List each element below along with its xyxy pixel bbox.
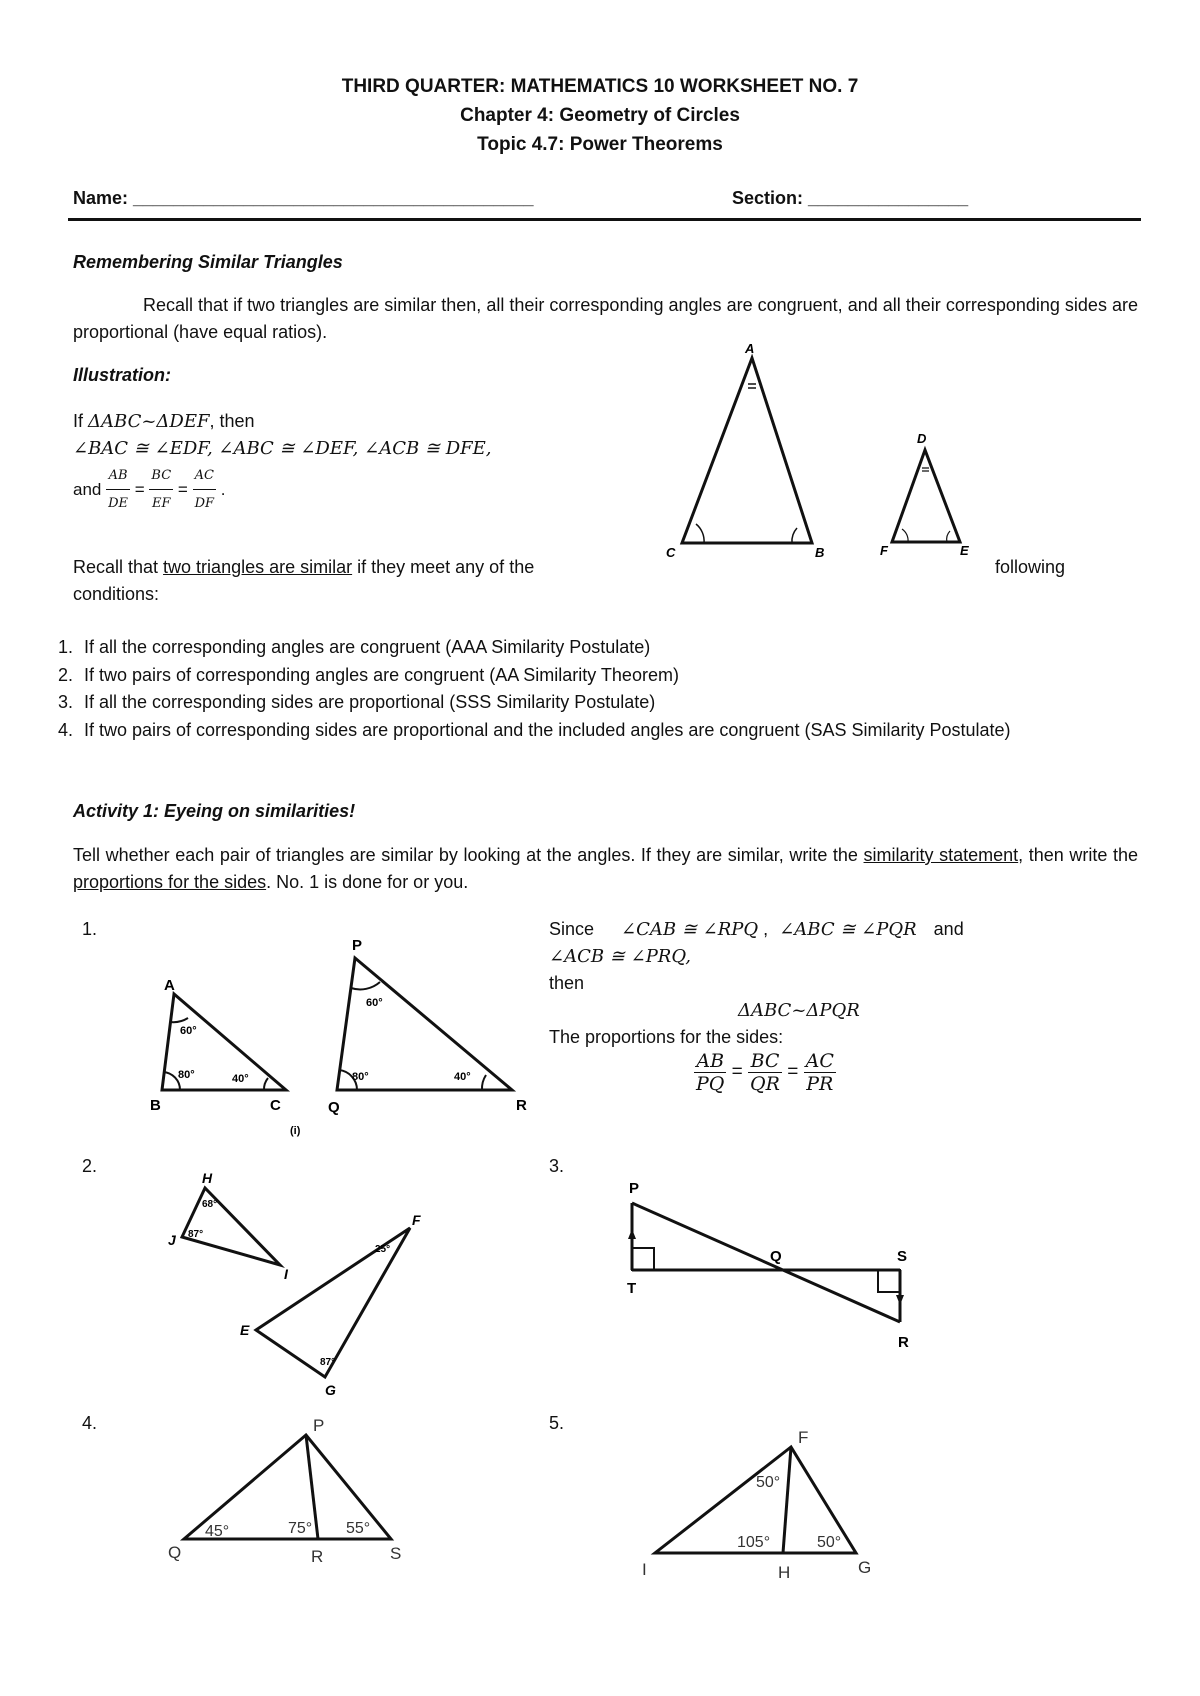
prop-ac-pr: $\frac{AC}{PR}$ xyxy=(805,1050,834,1095)
angle-r40: 40° xyxy=(454,1071,471,1083)
angle-q45: 45° xyxy=(205,1523,230,1540)
condition-item: 1. If all the corresponding angles are congruent (AAA Similarity Postulate) xyxy=(78,634,1060,662)
triangle-hji xyxy=(182,1188,280,1265)
label-P-item1: P xyxy=(352,937,363,954)
angle-congruences: ∠BAC ≅ ∠EDF, ∠ABC ≅ ∠DEF, ∠ACB ≅ DFE, xyxy=(73,438,492,459)
item1-similarity-statement: ΔABC~ΔPQR xyxy=(738,1000,860,1021)
label-P-item3: P xyxy=(629,1180,640,1197)
label-I: I xyxy=(284,1266,288,1282)
prop-bc-qr: $\frac{BC}{QR}$ xyxy=(750,1050,780,1095)
label-B-item1: B xyxy=(150,1097,161,1114)
recall-paragraph: Recall that if two triangles are similar then, all their corresponding angles are congruent, and all their corresponding sides are proportional (have equal ratios). xyxy=(73,295,1138,342)
name-blank[interactable]: ________________________________________ xyxy=(133,188,534,208)
angle-j87: 87° xyxy=(188,1229,204,1240)
label-C-item1: C xyxy=(270,1097,281,1114)
angle-h105: 105° xyxy=(737,1534,771,1551)
section-field[interactable] xyxy=(732,188,968,209)
conditions-list xyxy=(0,634,1060,744)
label-H-item5: H xyxy=(778,1563,791,1582)
chapter-title: Chapter 4: Geometry of Circles xyxy=(460,105,740,126)
label-T: T xyxy=(627,1280,637,1297)
label-F: F xyxy=(412,1212,421,1228)
activity-heading: Activity 1: Eyeing on similarities! xyxy=(73,801,356,821)
topic-title: Topic 4.7: Power Theorems xyxy=(477,134,723,155)
label-F-item5: F xyxy=(798,1428,809,1447)
conditions-end: conditions: xyxy=(73,584,160,604)
condition-item: 4. If two pairs of corresponding sides are proportional and the included angles are congruent (SAS Similarity Postulate) xyxy=(78,717,1060,745)
item2-figure xyxy=(160,1155,440,1405)
angle-f25: 25° xyxy=(375,1244,391,1255)
congruence-acb-prq: ∠ACB ≅ ∠PRQ, xyxy=(549,946,691,967)
angle-h68: 68° xyxy=(202,1199,218,1210)
label-E: E xyxy=(960,543,969,558)
item-number-1: 1. xyxy=(82,919,98,939)
label-R-item3: R xyxy=(898,1334,909,1351)
worksheet-title: THIRD QUARTER: MATHEMATICS 10 WORKSHEET NO. 7 xyxy=(341,76,859,97)
if-similarity-line: If ΔABC~ΔDEF, then xyxy=(73,411,255,432)
angle-g87: 87° xyxy=(320,1357,336,1368)
ratio-fraction-ac-df: $\frac{AC}{DF}$ xyxy=(193,462,216,517)
conditions-intro: Recall that two triangles are similar if they meet any of the xyxy=(73,557,535,577)
label-Q-item1: Q xyxy=(328,1099,340,1116)
angle-c40: 40° xyxy=(232,1073,249,1085)
label-H: H xyxy=(202,1170,213,1186)
label-S-item4: S xyxy=(390,1544,402,1563)
header-divider xyxy=(68,218,1141,221)
angle-q80: 80° xyxy=(352,1071,369,1083)
item-number-5: 5. xyxy=(549,1413,565,1433)
label-C: C xyxy=(666,545,676,560)
congruence-abc-pqr: ∠ABC ≅ ∠PQR xyxy=(779,919,917,940)
label-Q-item3: Q xyxy=(770,1248,782,1265)
similarity-statement: ΔABC~ΔDEF xyxy=(88,411,210,432)
label-A: A xyxy=(745,341,755,356)
remembering-heading: Remembering Similar Triangles xyxy=(73,252,343,272)
activity-instructions: Tell whether each pair of triangles are similar by looking at the angles. If they are similar, write the similarity statement, then write the proportions for the sides. No. 1 is done for or you. xyxy=(73,845,1138,892)
angle-b80: 80° xyxy=(178,1069,195,1081)
angle-f50: 50° xyxy=(756,1474,781,1491)
item-number-4: 4. xyxy=(82,1413,98,1433)
label-S: S xyxy=(897,1248,908,1265)
conditions-following: following xyxy=(995,557,1066,577)
triangle-def xyxy=(892,450,960,542)
item4-figure xyxy=(160,1412,420,1572)
item3-figure xyxy=(615,1165,935,1365)
item1-proportions-label: The proportions for the sides: xyxy=(549,1027,784,1047)
label-G: G xyxy=(325,1382,336,1398)
item5-figure xyxy=(630,1425,890,1585)
illustration-similar-triangles xyxy=(660,340,980,560)
condition-item: 2. If two pairs of corresponding angles are congruent (AA Similarity Theorem) xyxy=(78,662,1060,690)
ratio-fraction-bc-ef: $\frac{BC}{EF}$ xyxy=(149,462,173,517)
label-B: B xyxy=(815,545,825,560)
item1-since-line: Since ∠CAB ≅ ∠RPQ , ∠ABC ≅ ∠PQR and xyxy=(549,919,964,940)
item-number-2: 2. xyxy=(82,1156,98,1176)
angle-s55: 55° xyxy=(346,1520,371,1537)
name-label: Name: xyxy=(73,188,134,208)
illustration-label: Illustration: xyxy=(73,365,171,385)
name-field[interactable] xyxy=(73,188,533,209)
label-E: E xyxy=(240,1322,250,1338)
item1-then: then xyxy=(549,973,585,993)
congruence-cab-rpq: ∠CAB ≅ ∠RPQ xyxy=(621,919,759,940)
label-Q-item4: Q xyxy=(168,1543,182,1562)
item-number-3: 3. xyxy=(549,1156,565,1176)
ratio-line: and $\frac{AB}{DE}$ = $\frac{BC}{EF}$ = $\frac{AC}{DF}$ . xyxy=(73,462,226,517)
label-P-item4: P xyxy=(313,1416,325,1435)
ratio-fraction-ab-de: $\frac{AB}{DE}$ xyxy=(106,462,130,517)
label-G-item5: G xyxy=(858,1558,872,1577)
item1-proportions: $\frac{AB}{PQ}$ = $\frac{BC}{QR}$ = $\frac{AC}{PR}$ xyxy=(696,1050,834,1095)
label-J: J xyxy=(168,1232,176,1248)
angle-a60: 60° xyxy=(180,1025,197,1037)
section-label: Section: xyxy=(732,188,809,208)
label-I-item5: I xyxy=(642,1560,647,1579)
label-R-item4: R xyxy=(311,1547,324,1566)
label-A-item1: A xyxy=(164,977,175,994)
angle-g50: 50° xyxy=(817,1534,842,1551)
angle-p60: 60° xyxy=(366,997,383,1009)
figure-caption: (i) xyxy=(290,1125,301,1137)
triangle-abc xyxy=(682,358,812,543)
label-F: F xyxy=(880,543,888,558)
angle-r75: 75° xyxy=(288,1520,313,1537)
label-D: D xyxy=(917,431,927,446)
item1-figure xyxy=(140,930,540,1150)
condition-item: 3. If all the corresponding sides are proportional (SSS Similarity Postulate) xyxy=(78,689,1060,717)
section-blank[interactable]: ________________ xyxy=(808,188,969,208)
prop-ab-pq: $\frac{AB}{PQ}$ xyxy=(696,1050,725,1095)
label-R-item1: R xyxy=(516,1097,527,1114)
